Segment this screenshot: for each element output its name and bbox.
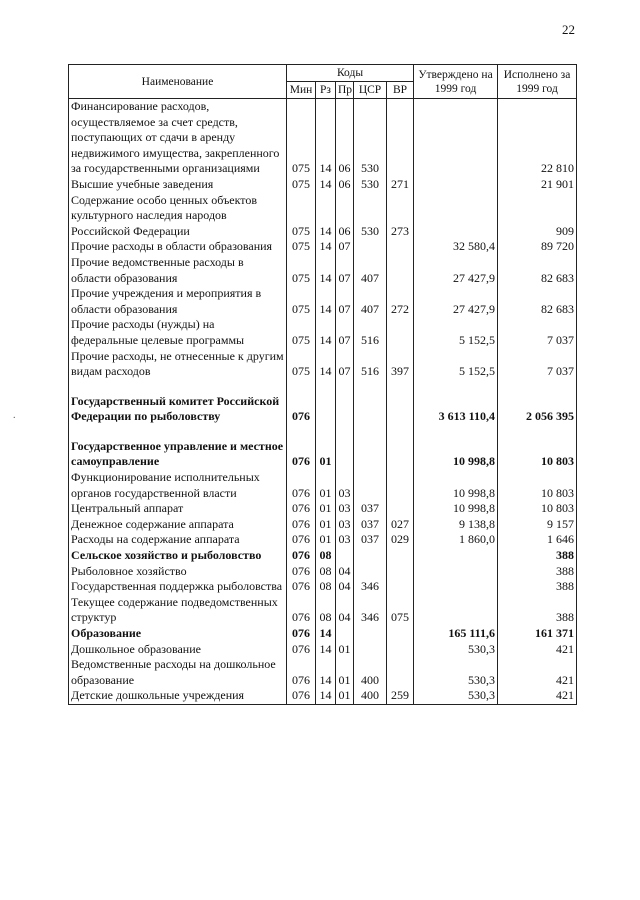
row-name: Ведомственные расходы на дошкольное образование [69, 657, 287, 688]
code-min: 075 [287, 317, 316, 348]
code-pr: 06 [336, 193, 354, 240]
value-executed: 82 683 [498, 286, 577, 317]
code-vr [387, 657, 414, 688]
code-min: 076 [287, 394, 316, 425]
row-name: Прочие учреждения и мероприятия в области образования [69, 286, 287, 317]
code-vr [387, 239, 414, 255]
spacer-cell [414, 380, 498, 394]
code-pr: 07 [336, 286, 354, 317]
row-name: Прочие расходы, не отнесенные к другим видам расходов [69, 349, 287, 380]
budget-table [68, 64, 577, 705]
code-pr: 06 [336, 177, 354, 193]
spacer-cell [287, 425, 316, 439]
code-rz: 14 [316, 99, 336, 177]
code-vr [387, 394, 414, 425]
row-name: Содержание особо ценных объектов культурного наследия народов Российской Федерации [69, 193, 287, 240]
value-approved: 165 111,6 [414, 626, 498, 642]
table-row [69, 286, 577, 317]
code-vr: 029 [387, 532, 414, 548]
value-approved: 10 998,8 [414, 470, 498, 501]
code-min: 075 [287, 286, 316, 317]
code-pr: 07 [336, 255, 354, 286]
value-executed: 89 720 [498, 239, 577, 255]
code-rz: 01 [316, 470, 336, 501]
table-row [69, 595, 577, 626]
code-csr [354, 642, 387, 658]
code-pr [336, 626, 354, 642]
code-csr: 346 [354, 595, 387, 626]
code-csr: 037 [354, 501, 387, 517]
code-vr [387, 626, 414, 642]
value-executed: 421 [498, 688, 577, 704]
code-vr [387, 317, 414, 348]
code-rz [316, 394, 336, 425]
table-row [69, 564, 577, 580]
row-name: Рыболовное хозяйство [69, 564, 287, 580]
table-row [69, 177, 577, 193]
row-name: Прочие расходы в области образования [69, 239, 287, 255]
code-csr: 407 [354, 255, 387, 286]
code-rz: 14 [316, 193, 336, 240]
code-rz: 14 [316, 642, 336, 658]
code-vr: 259 [387, 688, 414, 704]
code-min: 076 [287, 688, 316, 704]
code-csr [354, 626, 387, 642]
table-row [69, 394, 577, 425]
code-min: 076 [287, 439, 316, 470]
table-row [69, 239, 577, 255]
header-csr: ЦСР [354, 82, 387, 99]
value-executed: 161 371 [498, 626, 577, 642]
code-rz: 14 [316, 626, 336, 642]
value-executed: 388 [498, 595, 577, 626]
header-executed: Исполнено за 1999 год [498, 65, 577, 99]
value-executed: 7 037 [498, 317, 577, 348]
code-vr [387, 255, 414, 286]
header-name: Наименование [69, 65, 287, 99]
header-vr: ВР [387, 82, 414, 99]
code-pr: 04 [336, 579, 354, 595]
value-executed: 10 803 [498, 439, 577, 470]
value-executed: 388 [498, 548, 577, 564]
code-csr [354, 548, 387, 564]
code-vr [387, 579, 414, 595]
value-approved [414, 177, 498, 193]
table-row [69, 470, 577, 501]
code-csr: 400 [354, 657, 387, 688]
row-name: Текущее содержание подведомственных структур [69, 595, 287, 626]
value-approved: 1 860,0 [414, 532, 498, 548]
code-csr: 530 [354, 99, 387, 177]
spacer-row [69, 380, 577, 394]
spacer-cell [498, 425, 577, 439]
code-pr: 04 [336, 595, 354, 626]
table-body [69, 99, 577, 705]
code-pr: 04 [336, 564, 354, 580]
value-approved: 530,3 [414, 642, 498, 658]
code-min: 075 [287, 349, 316, 380]
value-approved: 9 138,8 [414, 517, 498, 533]
table-row [69, 626, 577, 642]
value-executed: 2 056 395 [498, 394, 577, 425]
header-rz: Рз [316, 82, 336, 99]
value-executed: 10 803 [498, 470, 577, 501]
row-name: Государственный комитет Российской Федерации по рыболовству [69, 394, 287, 425]
code-min: 076 [287, 595, 316, 626]
code-csr: 037 [354, 517, 387, 533]
spacer-cell [498, 380, 577, 394]
value-approved: 10 998,8 [414, 501, 498, 517]
value-approved [414, 99, 498, 177]
code-pr: 01 [336, 642, 354, 658]
code-min: 076 [287, 579, 316, 595]
code-pr: 07 [336, 317, 354, 348]
margin-mark: . [13, 410, 16, 421]
table-row [69, 99, 577, 177]
code-min: 076 [287, 470, 316, 501]
code-csr: 530 [354, 193, 387, 240]
code-csr: 516 [354, 349, 387, 380]
code-rz: 14 [316, 239, 336, 255]
code-rz: 14 [316, 657, 336, 688]
row-name: Дошкольное образование [69, 642, 287, 658]
spacer-cell [387, 425, 414, 439]
code-pr: 01 [336, 657, 354, 688]
code-csr [354, 239, 387, 255]
code-min: 075 [287, 177, 316, 193]
code-vr: 271 [387, 177, 414, 193]
code-min: 076 [287, 642, 316, 658]
value-executed: 21 901 [498, 177, 577, 193]
value-approved: 5 152,5 [414, 349, 498, 380]
code-vr: 273 [387, 193, 414, 240]
header-pr: Пр [336, 82, 354, 99]
row-name: Прочие ведомственные расходы в области образования [69, 255, 287, 286]
code-csr [354, 470, 387, 501]
value-approved: 530,3 [414, 657, 498, 688]
code-vr: 075 [387, 595, 414, 626]
code-rz: 01 [316, 532, 336, 548]
code-pr: 07 [336, 349, 354, 380]
code-min: 076 [287, 532, 316, 548]
row-name: Образование [69, 626, 287, 642]
code-csr [354, 439, 387, 470]
row-name: Центральный аппарат [69, 501, 287, 517]
code-min: 076 [287, 548, 316, 564]
spacer-cell [336, 380, 354, 394]
spacer-cell [387, 380, 414, 394]
code-vr: 272 [387, 286, 414, 317]
value-approved [414, 579, 498, 595]
code-min: 075 [287, 193, 316, 240]
row-name: Государственная поддержка рыболовства [69, 579, 287, 595]
row-name: Функционирование исполнительных органов государственной власти [69, 470, 287, 501]
code-rz: 14 [316, 349, 336, 380]
code-rz: 14 [316, 286, 336, 317]
code-vr [387, 439, 414, 470]
value-executed: 909 [498, 193, 577, 240]
spacer-cell [316, 425, 336, 439]
code-rz: 14 [316, 317, 336, 348]
value-executed: 10 803 [498, 501, 577, 517]
value-approved: 10 998,8 [414, 439, 498, 470]
value-executed: 388 [498, 579, 577, 595]
code-rz: 14 [316, 177, 336, 193]
code-min: 076 [287, 517, 316, 533]
code-vr: 027 [387, 517, 414, 533]
code-min: 076 [287, 626, 316, 642]
table-row [69, 657, 577, 688]
code-rz: 08 [316, 595, 336, 626]
code-csr: 346 [354, 579, 387, 595]
code-vr [387, 564, 414, 580]
code-rz: 14 [316, 255, 336, 286]
code-pr: 03 [336, 501, 354, 517]
code-pr [336, 439, 354, 470]
code-pr: 01 [336, 688, 354, 704]
code-rz: 01 [316, 439, 336, 470]
code-csr: 037 [354, 532, 387, 548]
code-csr: 516 [354, 317, 387, 348]
value-executed: 421 [498, 657, 577, 688]
spacer-cell [336, 425, 354, 439]
spacer-cell [316, 380, 336, 394]
code-min: 075 [287, 239, 316, 255]
code-min: 075 [287, 99, 316, 177]
value-approved: 32 580,4 [414, 239, 498, 255]
spacer-row [69, 425, 577, 439]
table-row [69, 532, 577, 548]
code-rz: 08 [316, 579, 336, 595]
code-pr [336, 548, 354, 564]
code-csr: 400 [354, 688, 387, 704]
row-name: Высшие учебные заведения [69, 177, 287, 193]
value-approved: 530,3 [414, 688, 498, 704]
spacer-cell [354, 380, 387, 394]
value-executed: 388 [498, 564, 577, 580]
code-csr [354, 564, 387, 580]
row-name: Расходы на содержание аппарата [69, 532, 287, 548]
spacer-cell [69, 380, 287, 394]
table-row [69, 642, 577, 658]
table-row [69, 517, 577, 533]
table-row [69, 317, 577, 348]
code-vr [387, 99, 414, 177]
value-approved [414, 564, 498, 580]
value-approved: 5 152,5 [414, 317, 498, 348]
code-rz: 01 [316, 501, 336, 517]
table-row [69, 548, 577, 564]
spacer-cell [69, 425, 287, 439]
value-executed: 22 810 [498, 99, 577, 177]
header-approved: Утверждено на 1999 год [414, 65, 498, 99]
code-pr: 03 [336, 470, 354, 501]
value-approved [414, 595, 498, 626]
row-name: Детские дошкольные учреждения [69, 688, 287, 704]
value-executed: 9 157 [498, 517, 577, 533]
row-name: Финансирование расходов, осуществляемое за счет средств, поступающих от сдачи в аренду недвижимого имущества, закрепленного за государственными организациями [69, 99, 287, 177]
spacer-cell [354, 425, 387, 439]
table-row [69, 193, 577, 240]
code-min: 076 [287, 657, 316, 688]
code-rz: 08 [316, 548, 336, 564]
code-min: 076 [287, 564, 316, 580]
code-rz: 01 [316, 517, 336, 533]
code-csr [354, 394, 387, 425]
table-row [69, 439, 577, 470]
spacer-cell [287, 380, 316, 394]
value-approved [414, 548, 498, 564]
code-pr: 06 [336, 99, 354, 177]
value-executed: 421 [498, 642, 577, 658]
code-vr [387, 501, 414, 517]
value-approved [414, 193, 498, 240]
code-pr: 07 [336, 239, 354, 255]
code-vr: 397 [387, 349, 414, 380]
table-row [69, 349, 577, 380]
code-min: 075 [287, 255, 316, 286]
table-row [69, 688, 577, 704]
code-min: 076 [287, 501, 316, 517]
code-csr: 407 [354, 286, 387, 317]
value-approved: 3 613 110,4 [414, 394, 498, 425]
code-pr: 03 [336, 517, 354, 533]
table-row [69, 579, 577, 595]
value-approved: 27 427,9 [414, 255, 498, 286]
table-row [69, 255, 577, 286]
code-pr [336, 394, 354, 425]
code-rz: 14 [316, 688, 336, 704]
header-codes: Коды [287, 65, 414, 82]
spacer-cell [414, 425, 498, 439]
value-executed: 82 683 [498, 255, 577, 286]
code-csr: 530 [354, 177, 387, 193]
header-min: Мин [287, 82, 316, 99]
value-approved: 27 427,9 [414, 286, 498, 317]
row-name: Государственное управление и местное самоуправление [69, 439, 287, 470]
row-name: Прочие расходы (нужды) на федеральные целевые программы [69, 317, 287, 348]
table-header [69, 65, 577, 99]
row-name: Сельское хозяйство и рыболовство [69, 548, 287, 564]
row-name: Денежное содержание аппарата [69, 517, 287, 533]
table-row [69, 501, 577, 517]
value-executed: 1 646 [498, 532, 577, 548]
code-rz: 08 [316, 564, 336, 580]
code-vr [387, 470, 414, 501]
code-vr [387, 548, 414, 564]
page-number: 22 [562, 22, 575, 37]
value-executed: 7 037 [498, 349, 577, 380]
code-pr: 03 [336, 532, 354, 548]
code-vr [387, 642, 414, 658]
